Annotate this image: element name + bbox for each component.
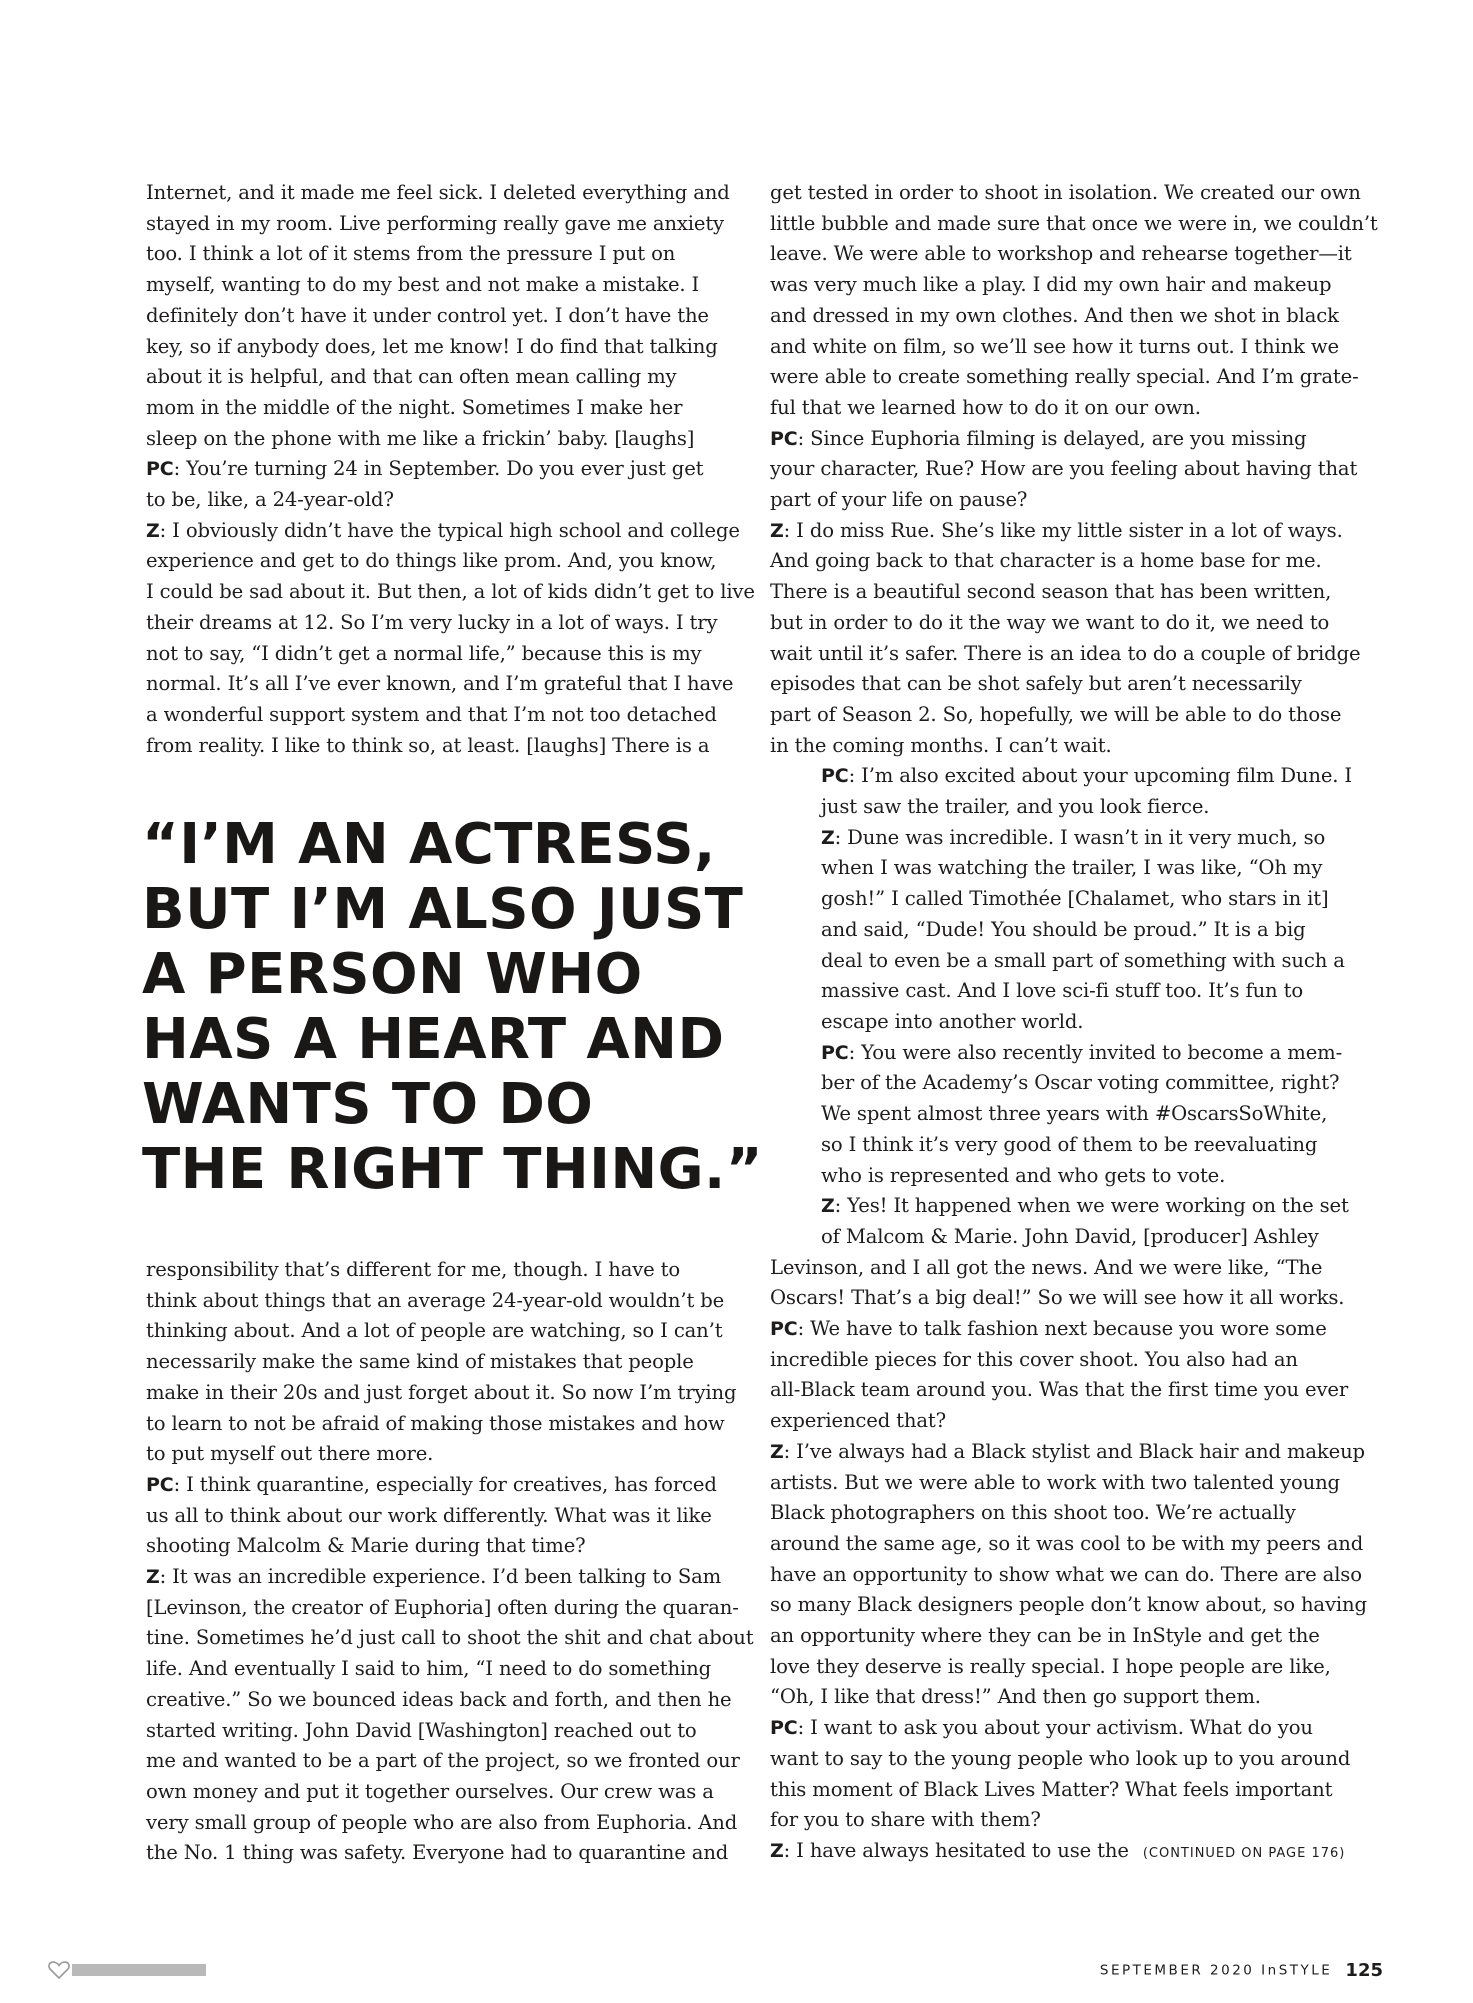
text-line: sleep on the phone with me like a frickin’ baby. [laughs] — [146, 426, 695, 450]
pull-quote-line: “I’M AN ACTRESS, — [142, 812, 716, 877]
text-line — [770, 946, 1360, 977]
text-line: There is a beautiful second season that has been written, — [770, 580, 1332, 604]
speaker-label: Z — [770, 519, 784, 542]
text-line: life. And eventually I said to him, “I need to do something — [146, 1657, 711, 1681]
text-line: us all to think about our work differently. What was it like — [146, 1503, 712, 1527]
line-text: who is represented and who gets to vote. — [821, 1163, 1226, 1187]
line-text: ber of the Academy’s Oscar voting committee, right? — [821, 1071, 1340, 1095]
heart-icon — [48, 1961, 70, 1979]
text-line: responsibility that’s different for me, though. I have to — [146, 1258, 681, 1281]
text-line — [146, 516, 740, 547]
line-text: deal to even be a small part of something with such a — [821, 948, 1345, 972]
text-line: necessarily make the same kind of mistakes that people — [146, 1350, 694, 1374]
line-text: and said, “Dude! You should be proud.” It is a big — [821, 917, 1306, 941]
text-line: were able to create something really special. And I’m grate- — [770, 365, 1359, 389]
text-line: and white on film, so we’ll see how it turns out. I think we — [770, 334, 1339, 358]
line-text: : Since Euphoria filming is delayed, are you missing — [797, 426, 1307, 450]
text-line: and dressed in my own clothes. And then we shot in black — [770, 303, 1339, 327]
speaker-label: PC — [770, 427, 798, 450]
watermark-label — [72, 1964, 206, 1976]
text-line — [770, 884, 1360, 915]
page-footer — [1100, 1960, 1383, 1981]
text-line: shooting Malcolm & Marie during that time? — [146, 1534, 586, 1558]
line-text: massive cast. And I love sci-fi stuff too. It’s fun to — [821, 979, 1303, 1003]
text-line: a wonderful support system and that I’m not too detached — [146, 702, 717, 726]
pull-quote-line: A PERSON WHO — [142, 942, 643, 1007]
text-line: think about things that an average 24-year-old wouldn’t be — [146, 1288, 725, 1312]
text-line — [770, 976, 1360, 1007]
speaker-label: PC — [770, 1717, 798, 1740]
text-line: the No. 1 thing was safety. Everyone had to quarantine and — [146, 1841, 729, 1865]
text-line — [770, 1007, 1360, 1038]
text-line: in the coming months. I can’t wait. — [770, 733, 1112, 757]
text-line: about it is helpful, and that can often mean calling my — [146, 365, 677, 389]
text-line: love they deserve is really special. I hope people are like, — [770, 1654, 1331, 1678]
text-line: [Levinson, the creator of Euphoria] often during the quaran- — [146, 1595, 739, 1619]
speaker-label: Z — [821, 826, 835, 849]
text-line: me and wanted to be a part of the project, so we fronted our — [146, 1749, 740, 1773]
text-line: Oscars! That’s a big deal!” So we will see how it all works. — [770, 1286, 1345, 1310]
text-line: experienced that? — [770, 1409, 946, 1433]
line-text: : I want to ask you about your activism. What do you — [797, 1716, 1313, 1740]
speaker-label: Z — [770, 1839, 784, 1862]
text-line: episodes that can be shot safely but aren’t necessarily — [770, 672, 1302, 696]
text-line — [770, 1836, 1360, 1870]
text-line: leave. We were able to workshop and rehearse together—it — [770, 242, 1352, 266]
text-line: to be, like, a 24-year-old? — [146, 488, 394, 512]
right-column — [770, 178, 1378, 1870]
text-line — [770, 1222, 1360, 1253]
line-text: : You’re turning 24 in September. Do you ever just get — [173, 457, 704, 481]
text-line: artists. But we were able to work with two talented young — [770, 1470, 1340, 1494]
footer-issue-label: SEPTEMBER 2020 InSTYLE — [1099, 1962, 1333, 1979]
text-line: And going back to that character is a home base for me. — [770, 549, 1322, 573]
speaker-label: Z — [146, 519, 160, 542]
line-text: : I do miss Rue. She’s like my little sister in a lot of ways. — [783, 518, 1343, 542]
text-line: ful that we learned how to do it on our own. — [770, 395, 1201, 419]
text-line: own money and put it together ourselves. Our crew was a — [146, 1779, 714, 1803]
text-line: but in order to do it the way we want to do it, we need to — [770, 610, 1330, 634]
text-line: so many Black designers people don’t know about, so having — [770, 1593, 1367, 1617]
line-text: We spent almost three years with #OscarsSoWhite, — [821, 1102, 1328, 1126]
watermark — [48, 1960, 206, 1980]
text-line: experience and get to do things like prom. And, you know, — [146, 549, 717, 573]
text-line: definitely don’t have it under control yet. I don’t have the — [146, 303, 709, 327]
text-line: their dreams at 12. So I’m very lucky in a lot of ways. I try — [146, 610, 718, 634]
text-line: part of your life on pause? — [770, 488, 1028, 512]
text-line: Levinson, and I all got the news. And we were like, “The — [770, 1255, 1323, 1279]
text-line: creative.” So we bounced ideas back and forth, and then he — [146, 1687, 732, 1711]
text-line: make in their 20s and just forget about it. So now I’m trying — [146, 1380, 737, 1404]
text-line: an opportunity where they can be in InStyle and get the — [770, 1624, 1320, 1648]
text-line: key, so if anybody does, let me know! I do find that talking — [146, 334, 718, 358]
text-line — [146, 1562, 726, 1593]
text-line: too. I think a lot of it stems from the pressure I put on — [146, 242, 676, 266]
left-column-top — [146, 178, 755, 761]
text-line — [770, 823, 1360, 854]
pull-quote-line: WANTS TO DO — [142, 1072, 594, 1137]
text-line — [770, 1161, 1360, 1192]
speaker-label: PC — [821, 1041, 849, 1064]
text-line — [770, 853, 1360, 884]
text-line: stayed in my room. Live performing really gave me anxiety — [146, 211, 724, 235]
line-text: when I was watching the trailer, I was like, “Oh my — [821, 856, 1323, 880]
line-text: : I think quarantine, especially for creatives, has forced — [173, 1472, 717, 1496]
line-text: : I obviously didn’t have the typical high school and college — [159, 518, 740, 542]
speaker-label: Z — [146, 1566, 160, 1589]
page-number: 125 — [1345, 1960, 1383, 1981]
text-line: have an opportunity to show what we can do. There are also — [770, 1562, 1362, 1586]
text-line: this moment of Black Lives Matter? What feels important — [770, 1777, 1333, 1801]
text-line: all-Black team around you. Was that the first time you ever — [770, 1378, 1349, 1402]
text-line: incredible pieces for this cover shoot. You also had an — [770, 1347, 1298, 1371]
text-line: from reality. I like to think so, at least. [laughs] There is a — [146, 733, 710, 757]
text-line: myself, wanting to do my best and not make a mistake. I — [146, 273, 700, 297]
text-line: part of Season 2. So, hopefully, we will be able to do those — [770, 702, 1342, 726]
text-line — [770, 1713, 1360, 1744]
line-text: : I’ve always had a Black stylist and Black hair and makeup — [783, 1439, 1365, 1463]
text-line — [770, 1314, 1360, 1345]
text-line — [770, 1099, 1360, 1130]
text-line: to learn to not be afraid of making those mistakes and how — [146, 1411, 725, 1435]
text-line: get tested in order to shoot in isolation. We created our own — [770, 181, 1361, 204]
text-line: normal. It’s all I’ve ever known, and I’m grateful that I have — [146, 672, 734, 696]
text-line: was very much like a play. I did my own hair and makeup — [770, 273, 1332, 297]
text-line: I could be sad about it. But then, a lot of kids didn’t get to live — [146, 580, 755, 604]
line-text: : Dune was incredible. I wasn’t in it very much, so — [834, 825, 1326, 849]
pull-quote-line: HAS A HEART AND — [142, 1007, 725, 1072]
text-line: “Oh, I like that dress!” And then go support them. — [770, 1685, 1261, 1709]
text-line: thinking about. And a lot of people are watching, so I can’t — [146, 1319, 723, 1343]
text-line — [770, 1437, 1365, 1468]
text-line: tine. Sometimes he’d just call to shoot the shit and chat about — [146, 1626, 754, 1650]
text-line: mom in the middle of the night. Sometimes I make her — [146, 395, 683, 419]
text-line — [770, 1068, 1360, 1099]
line-text: : Yes! It happened when we were working on the set — [834, 1194, 1349, 1218]
line-text: : We have to talk fashion next because you wore some — [797, 1317, 1327, 1341]
speaker-label: PC — [146, 458, 174, 481]
text-line — [146, 1470, 726, 1501]
left-column-bottom — [146, 1255, 754, 1869]
line-text: so I think it’s very good of them to be reevaluating — [821, 1132, 1318, 1156]
text-line: to put myself out there more. — [146, 1442, 434, 1466]
text-line: very small group of people who are also from Euphoria. And — [146, 1810, 738, 1834]
line-text: just saw the trailer, and you look fierce. — [821, 795, 1210, 819]
text-line: your character, Rue? How are you feeling about having that — [770, 457, 1358, 481]
line-text: : You were also recently invited to become a mem- — [848, 1040, 1343, 1064]
text-line: wait until it’s safer. There is an idea to do a couple of bridge — [770, 641, 1361, 665]
text-line: around the same age, so it was cool to be with my peers and — [770, 1531, 1364, 1555]
text-line — [770, 1038, 1360, 1069]
speaker-label: Z — [821, 1195, 835, 1218]
text-line — [146, 454, 726, 485]
speaker-label: PC — [146, 1473, 174, 1496]
line-text: gosh!” I called Timothée [Chalamet, who stars in it] — [821, 887, 1329, 911]
pull-quote-line: THE RIGHT THING.” — [142, 1137, 763, 1202]
text-line — [770, 1130, 1360, 1161]
text-line: Internet, and it made me feel sick. I deleted everything and — [146, 181, 730, 204]
pull-quote-line: BUT I’M ALSO JUST — [142, 877, 744, 942]
speaker-label: PC — [821, 765, 849, 788]
line-text: of Malcom & Marie. John David, [producer] Ashley — [821, 1224, 1319, 1248]
line-text: escape into another world. — [821, 1009, 1084, 1033]
text-line — [770, 1191, 1360, 1222]
speaker-label: PC — [770, 1318, 798, 1341]
text-line — [770, 424, 1360, 455]
line-text: : It was an incredible experience. I’d been talking to Sam — [159, 1565, 722, 1589]
text-line: not to say, “I didn’t get a normal life,” because this is my — [146, 641, 702, 665]
text-line: little bubble and made sure that once we were in, we couldn’t — [770, 211, 1378, 235]
text-line — [770, 761, 1360, 792]
text-line: want to say to the young people who look up to you around — [770, 1746, 1351, 1770]
text-line: started writing. John David [Washington] reached out to — [146, 1718, 697, 1742]
line-text: : I have always hesitated to use the — [783, 1838, 1129, 1862]
text-line — [770, 516, 1360, 547]
speaker-label: Z — [770, 1440, 784, 1463]
text-line: for you to share with them? — [770, 1808, 1041, 1832]
line-text: : I’m also excited about your upcoming film Dune. I — [848, 764, 1353, 788]
text-line: Black photographers on this shoot too. We’re actually — [770, 1501, 1296, 1525]
continued-note: (CONTINUED ON PAGE 176) — [1142, 1845, 1346, 1861]
text-line — [770, 792, 1360, 823]
pull-quote — [142, 812, 763, 1202]
text-line — [770, 915, 1360, 946]
